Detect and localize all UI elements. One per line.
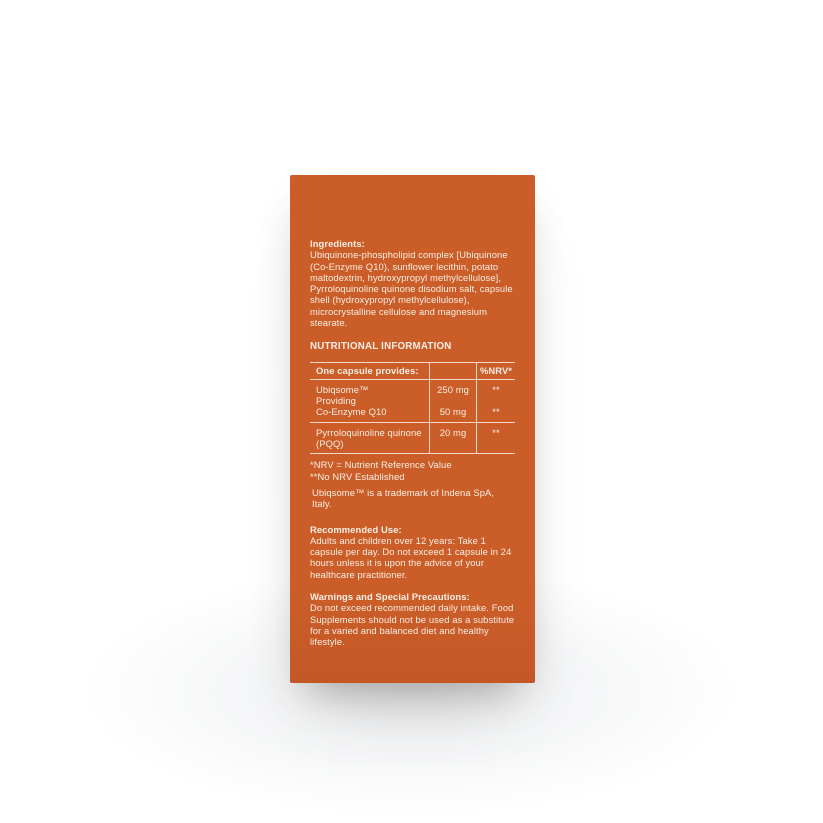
trademark-note: Ubiqsome™ is a trademark of Indena SpA, Italy. bbox=[312, 486, 495, 510]
table-header-nrv: %NRV* bbox=[479, 365, 513, 377]
recommended-use-section bbox=[310, 524, 515, 580]
nrv-footnotes bbox=[310, 459, 515, 482]
nutritional-information-heading: NUTRITIONAL INFORMATION bbox=[310, 341, 452, 353]
nutrient-name-line: Ubiqsome™ bbox=[316, 383, 369, 395]
nutrient-name-line: Co-Enzyme Q10 bbox=[316, 406, 387, 418]
nrv-line bbox=[479, 438, 513, 449]
warnings-text: Do not exceed recommended daily intake. Food Supplements should not be used as a substitute for a varied and balanced diet and healthy lifestyle. bbox=[310, 602, 515, 648]
nutrient-name-line: (PQQ) bbox=[316, 438, 344, 450]
supplement-box-back-panel bbox=[290, 175, 535, 683]
footnote-no-nrv: **No NRV Established bbox=[310, 470, 405, 482]
nutrition-table-header-row bbox=[310, 363, 515, 380]
nrv-line bbox=[479, 395, 513, 406]
warnings-section bbox=[310, 591, 515, 647]
table-cell-amount bbox=[429, 423, 477, 454]
table-row-ubiqsome bbox=[310, 380, 515, 422]
table-row-pqq bbox=[310, 422, 515, 454]
nrv-line: ** bbox=[492, 406, 500, 418]
nutrient-name-line: Pyrroloquinoline quinone bbox=[316, 426, 422, 438]
nutrition-table bbox=[310, 362, 515, 455]
table-cell-nrv bbox=[477, 423, 515, 454]
amount-line bbox=[432, 395, 474, 406]
footnote-nrv-definition: *NRV = Nutrient Reference Value bbox=[310, 459, 452, 471]
table-header-amount bbox=[429, 363, 477, 379]
nrv-line: ** bbox=[492, 426, 500, 438]
amount-line: 50 mg bbox=[439, 406, 467, 418]
recommended-use-text: Adults and children over 12 years: Take 1 capsule per day. Do not exceed 1 capsule in 24 hours unless it is upon the advice of your healthcare practitioner. bbox=[310, 534, 512, 580]
amount-line bbox=[432, 438, 474, 449]
amount-line: 250 mg bbox=[437, 383, 469, 395]
nutrient-name-line: Providing bbox=[316, 395, 356, 407]
table-cell-nutrient-name bbox=[310, 423, 429, 454]
table-cell-nrv bbox=[477, 380, 515, 422]
amount-line: 20 mg bbox=[439, 426, 467, 438]
ingredients-text: Ubiquinone-phospholipid complex [Ubiquinone (Co-Enzyme Q10), sunflower lecithin, potato maltodextrin, hydroxypropyl methylcellulose], Pyrroloquinoline quinone disodium salt, capsule shell (hydroxypropyl methylcellulose), microcrystalline cellulose and magnesium stearate. bbox=[310, 249, 513, 329]
table-cell-nutrient-name bbox=[310, 380, 429, 422]
ingredients-heading: Ingredients: bbox=[310, 238, 365, 249]
recommended-use-heading: Recommended Use: bbox=[310, 523, 402, 535]
ingredients-section bbox=[310, 238, 515, 328]
table-cell-amount bbox=[429, 380, 477, 422]
nrv-line: ** bbox=[492, 383, 500, 395]
table-header-provides: One capsule provides: bbox=[316, 365, 419, 377]
warnings-heading: Warnings and Special Precautions: bbox=[310, 591, 470, 603]
